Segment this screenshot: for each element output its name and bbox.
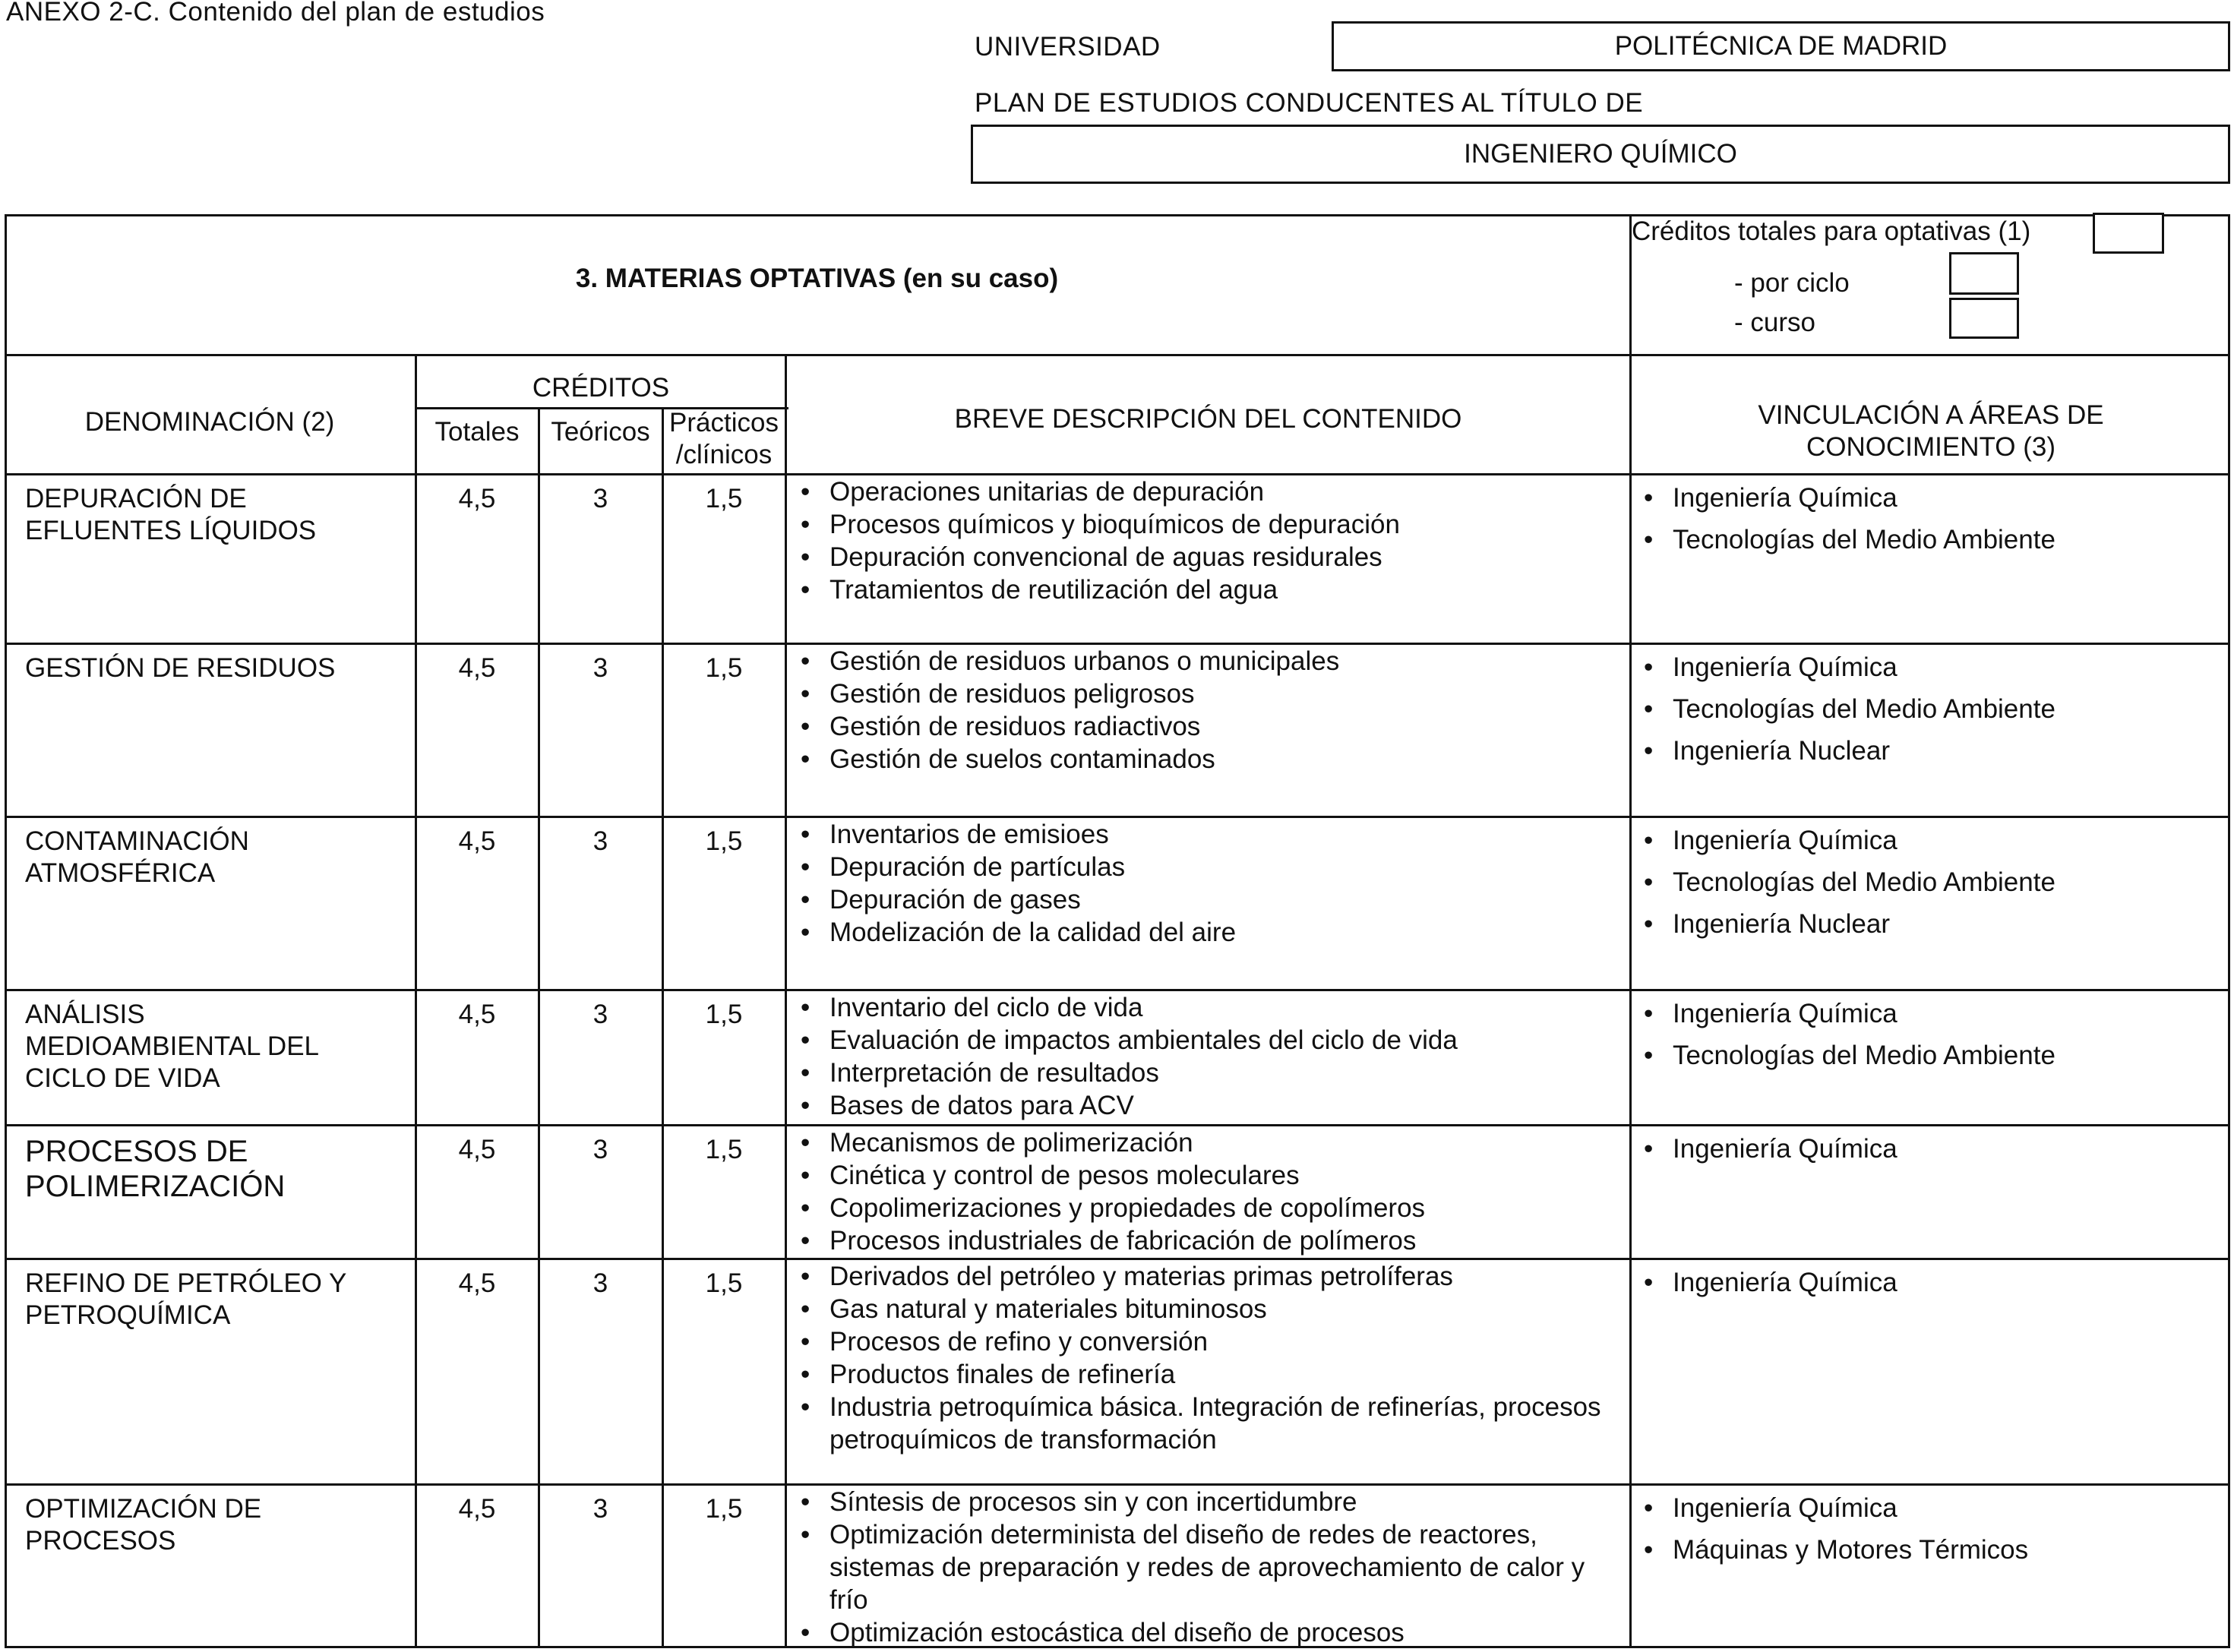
subject-name: [25, 1134, 412, 1204]
content-item: • Procesos industriales de fabricación de polímeros: [790, 1224, 1626, 1257]
degree-field: [971, 125, 2230, 184]
subject-name-line: GESTIÓN DE RESIDUOS: [25, 653, 336, 683]
subject-name-line: MEDIOAMBIENTAL DEL: [25, 1031, 320, 1061]
subject-name-line: ANÁLISIS: [25, 1000, 145, 1029]
area-item: • Tecnologías del Medio Ambiente: [1633, 1034, 2226, 1076]
content-item: • Derivados del petróleo y materias primas petrolíferas: [790, 1260, 1626, 1293]
subject-name-line: CONTAMINACIÓN: [25, 826, 249, 856]
area-item: • Ingeniería Nuclear: [1633, 730, 2226, 772]
content-item: • Optimización determinista del diseño de redes de reactores, sistemas de preparación y redes de aprovechamiento de calor y frío: [790, 1518, 1626, 1616]
content-list: [790, 1260, 1626, 1456]
subject-name-line: OPTIMIZACIÓN DE: [25, 1494, 262, 1524]
content-item: • Inventario del ciclo de vida: [790, 991, 1626, 1024]
credits-teoricos: 3: [592, 1135, 608, 1164]
per-cycle-box: [1949, 252, 2019, 295]
credits-practicos: 1,5: [705, 1268, 743, 1298]
rule: [5, 354, 2230, 356]
credits-totales: 4,5: [458, 1268, 496, 1298]
credits-practicos: 1,5: [705, 1135, 743, 1164]
content-list: [790, 1126, 1626, 1257]
subject-name: [25, 1493, 412, 1557]
subject-name: [25, 483, 412, 547]
area-list: [1633, 993, 2226, 1076]
area-list: [1633, 646, 2226, 772]
credits-practicos: 1,5: [705, 1494, 743, 1524]
content-item: • Productos finales de refinería: [790, 1358, 1626, 1391]
content-item: • Operaciones unitarias de depuración: [790, 475, 1626, 508]
content-item: • Evaluación de impactos ambientales del ciclo de vida: [790, 1024, 1626, 1057]
credits-totales: 4,5: [458, 1494, 496, 1524]
rule: [785, 354, 787, 1648]
content-item: • Depuración de partículas: [790, 851, 1626, 883]
credits-totales: 4,5: [458, 1000, 496, 1029]
area-item: • Ingeniería Química: [1633, 820, 2226, 861]
area-item: • Ingeniería Química: [1633, 1487, 2226, 1529]
area-item: • Tecnologías del Medio Ambiente: [1633, 688, 2226, 730]
credits-totales: 4,5: [458, 484, 496, 513]
content-item: • Gestión de residuos radiactivos: [790, 710, 1626, 743]
per-course-box: [1949, 298, 2019, 339]
credits-totales: 4,5: [458, 653, 496, 683]
subject-name-line: REFINO DE PETRÓLEO Y: [25, 1268, 347, 1298]
section-title: 3. MATERIAS OPTATIVAS (en su caso): [575, 264, 1059, 293]
content-item: • Optimización estocástica del diseño de procesos: [790, 1616, 1626, 1649]
col-denominacion: DENOMINACIÓN (2): [84, 407, 335, 437]
area-item: • Tecnologías del Medio Ambiente: [1633, 519, 2226, 561]
subject-name-line: ATMOSFÉRICA: [25, 858, 216, 888]
area-item: • Ingeniería Química: [1633, 993, 2226, 1034]
content-item: • Inventarios de emisioes: [790, 818, 1626, 851]
credits-teoricos: 3: [592, 1000, 608, 1029]
col-vinculacion-line1: VINCULACIÓN A ÁREAS DE: [1758, 400, 2104, 430]
degree-value: INGENIERO QUÍMICO: [1464, 139, 1737, 169]
area-list: [1633, 477, 2226, 561]
subject-name: [25, 999, 412, 1094]
total-credits-box: [2093, 213, 2164, 254]
col-descripcion: BREVE DESCRIPCIÓN DEL CONTENIDO: [954, 404, 1462, 434]
content-item: • Gestión de suelos contaminados: [790, 743, 1626, 775]
col-creditos: CRÉDITOS: [532, 373, 670, 403]
content-item: • Síntesis de procesos sin y con incertidumbre: [790, 1486, 1626, 1518]
area-list: [1633, 820, 2226, 945]
content-item: • Depuración de gases: [790, 883, 1626, 916]
per-cycle-label: - por ciclo: [1734, 268, 1850, 298]
area-list: [1633, 1487, 2226, 1571]
content-item: • Industria petroquímica básica. Integración de refinerías, procesos petroquímicos de transformación: [790, 1391, 1626, 1456]
area-item: • Tecnologías del Medio Ambiente: [1633, 861, 2226, 903]
content-item: • Procesos de refino y conversión: [790, 1325, 1626, 1358]
col-practicos: [663, 407, 785, 471]
subject-name-line: PROCESOS DE: [25, 1135, 248, 1168]
col-totales: Totales: [434, 417, 520, 447]
content-item: • Copolimerizaciones y propiedades de copolímeros: [790, 1192, 1626, 1224]
subject-name-line: PETROQUÍMICA: [25, 1300, 231, 1330]
credits-teoricos: 3: [592, 1494, 608, 1524]
content-item: • Tratamientos de reutilización del agua: [790, 573, 1626, 606]
subject-name-line: DEPURACIÓN DE: [25, 484, 247, 513]
col-practicos-line1: Prácticos: [669, 408, 779, 437]
subject-name-line: CICLO DE VIDA: [25, 1063, 220, 1093]
university-field: [1332, 21, 2230, 71]
area-item: • Ingeniería Química: [1633, 1128, 2226, 1170]
content-item: • Cinética y control de pesos moleculares: [790, 1159, 1626, 1192]
content-item: • Gestión de residuos urbanos o municipales: [790, 645, 1626, 678]
area-item: • Ingeniería Química: [1633, 477, 2226, 519]
subject-name: [25, 652, 412, 684]
content-item: • Depuración convencional de aguas residurales: [790, 541, 1626, 573]
subject-name-line: PROCESOS: [25, 1526, 176, 1556]
credits-practicos: 1,5: [705, 653, 743, 683]
annex-title: ANEXO 2-C. Contenido del plan de estudios: [6, 0, 545, 27]
credits-teoricos: 3: [592, 484, 608, 513]
area-item: • Ingeniería Nuclear: [1633, 903, 2226, 945]
content-item: • Gas natural y materiales bituminosos: [790, 1293, 1626, 1325]
col-vinculacion: [1632, 400, 2230, 463]
university-value: POLITÉCNICA DE MADRID: [1614, 31, 1948, 61]
credits-practicos: 1,5: [705, 484, 743, 513]
subject-name: [25, 826, 412, 889]
credits-teoricos: 3: [592, 1268, 608, 1298]
credits-totales: 4,5: [458, 826, 496, 856]
col-vinculacion-line2: CONOCIMIENTO (3): [1806, 432, 2055, 462]
credits-teoricos: 3: [592, 653, 608, 683]
per-course-label: - curso: [1734, 308, 1815, 337]
content-item: • Modelización de la calidad del aire: [790, 916, 1626, 949]
subject-name-line: EFLUENTES LÍQUIDOS: [25, 516, 317, 545]
area-item: • Ingeniería Química: [1633, 1262, 2226, 1303]
content-item: • Gestión de residuos peligrosos: [790, 678, 1626, 710]
content-item: • Procesos químicos y bioquímicos de depuración: [790, 508, 1626, 541]
content-item: • Bases de datos para ACV: [790, 1089, 1626, 1122]
col-practicos-line2: /clínicos: [675, 440, 773, 469]
area-list: [1633, 1262, 2226, 1303]
content-list: [790, 475, 1626, 606]
plan-label: PLAN DE ESTUDIOS CONDUCENTES AL TÍTULO DE: [975, 88, 1644, 118]
total-credits-label: Créditos totales para optativas (1): [1632, 216, 2031, 246]
credits-totales: 4,5: [458, 1135, 496, 1164]
area-list: [1633, 1128, 2226, 1170]
content-item: • Interpretación de resultados: [790, 1057, 1626, 1089]
area-item: • Ingeniería Química: [1633, 646, 2226, 688]
area-item: • Máquinas y Motores Térmicos: [1633, 1529, 2226, 1571]
subject-name: [25, 1268, 412, 1331]
credits-practicos: 1,5: [705, 1000, 743, 1029]
col-teoricos: Teóricos: [551, 417, 650, 447]
content-item: • Mecanismos de polimerización: [790, 1126, 1626, 1159]
content-list: [790, 645, 1626, 775]
content-list: [790, 818, 1626, 949]
content-list: [790, 991, 1626, 1122]
credits-teoricos: 3: [592, 826, 608, 856]
university-label: UNIVERSIDAD: [975, 32, 1161, 62]
credits-practicos: 1,5: [705, 826, 743, 856]
content-list: [790, 1486, 1626, 1649]
subject-name-line: POLIMERIZACIÓN: [25, 1170, 286, 1203]
